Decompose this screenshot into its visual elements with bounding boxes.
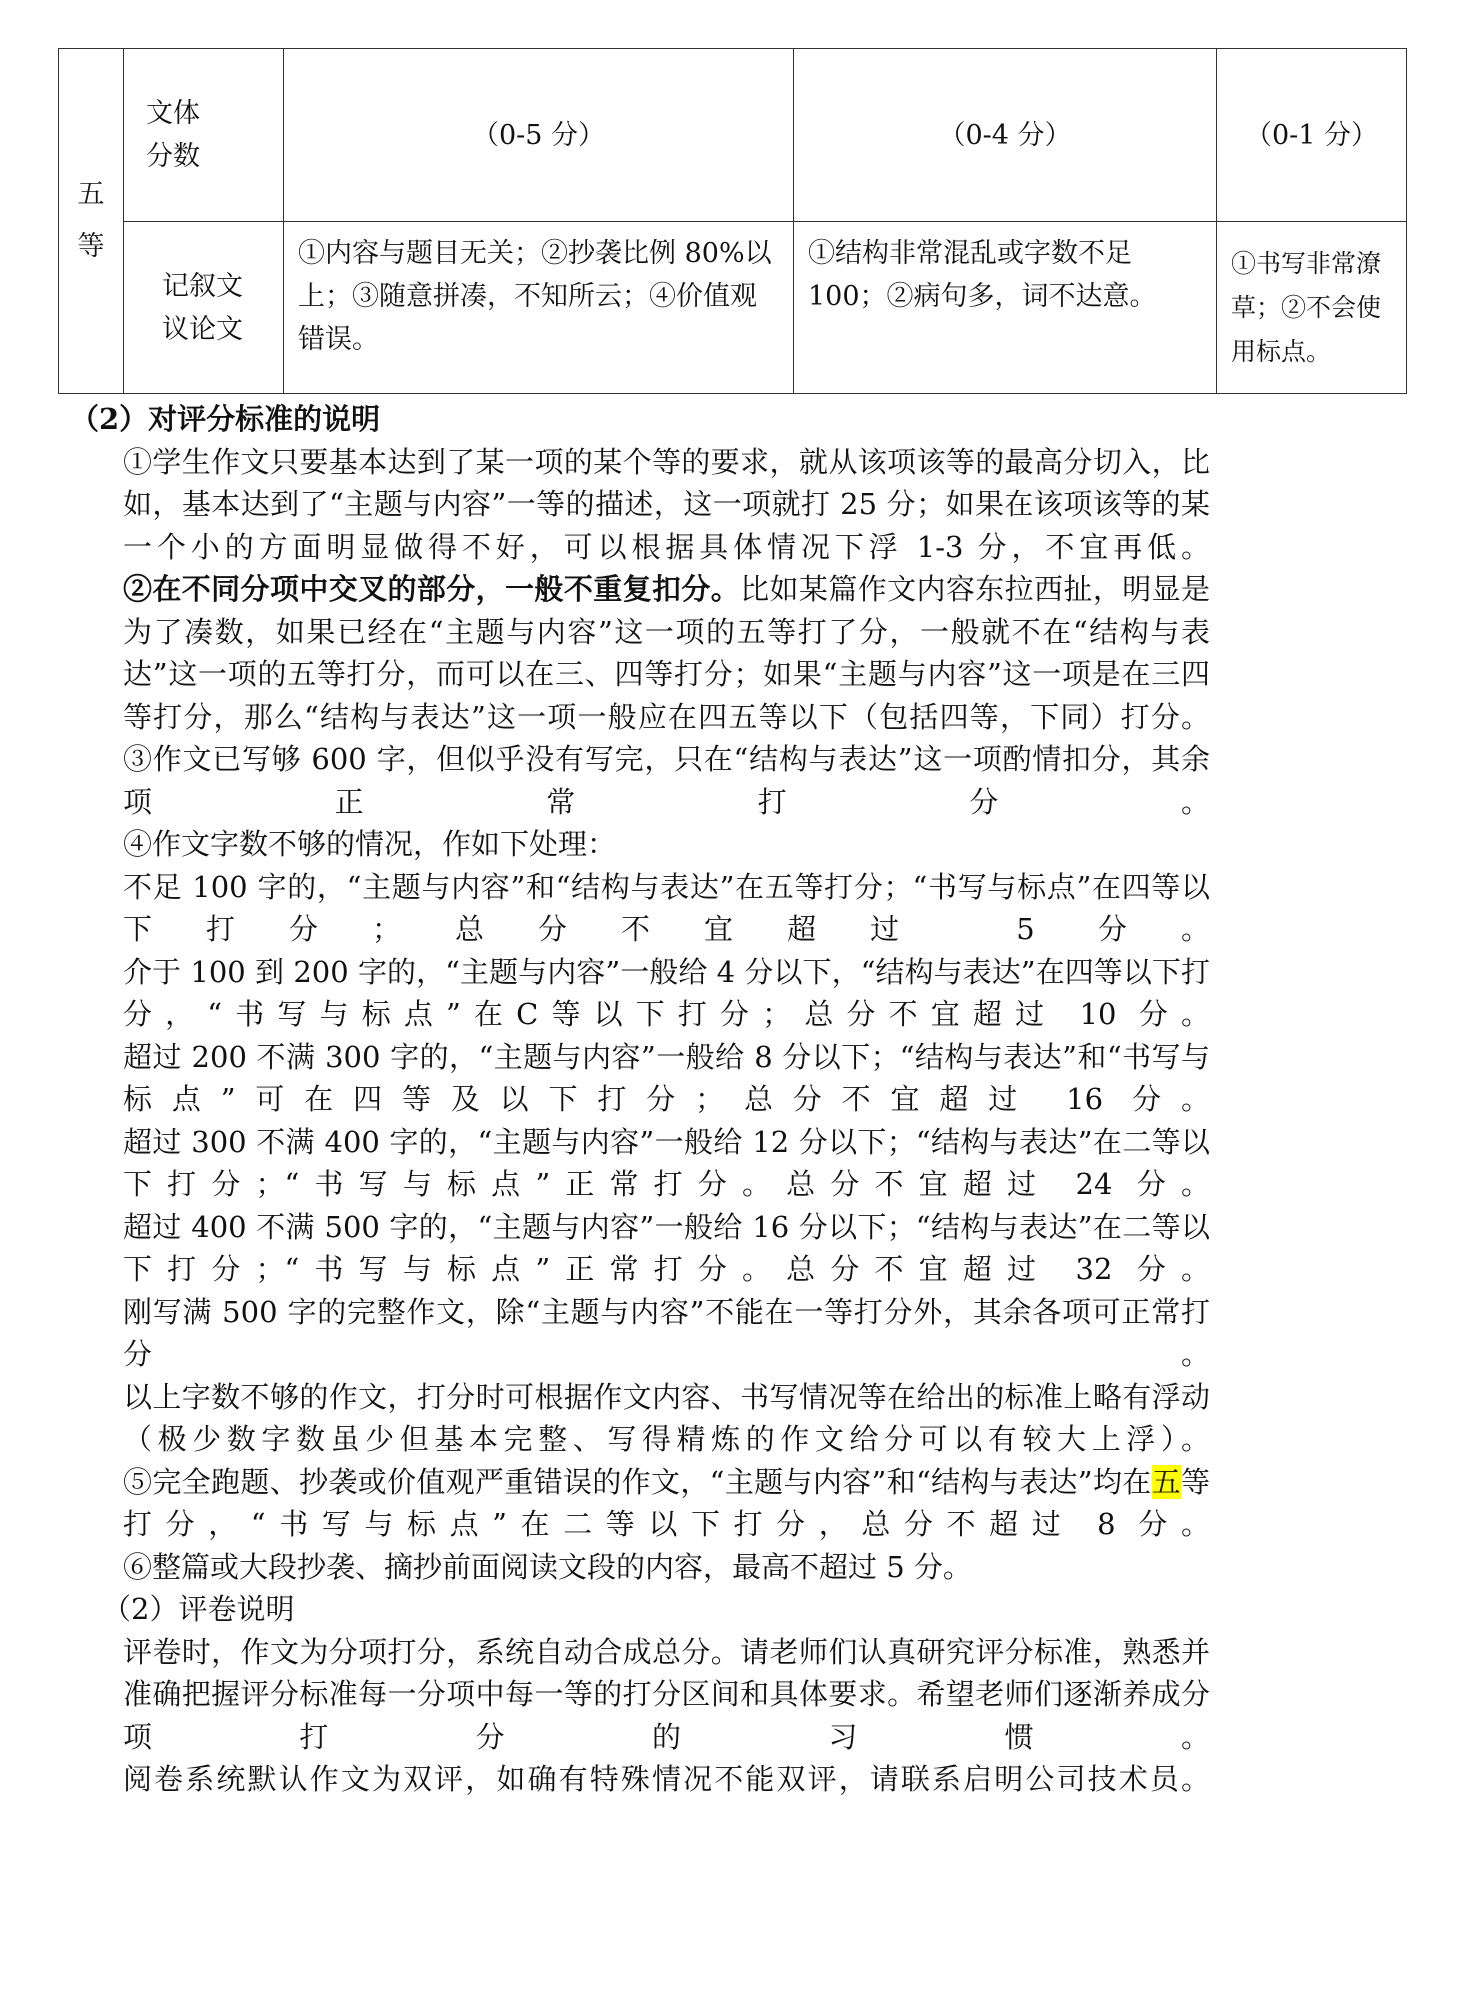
paragraph-1: ①学生作文只要基本达到了某一项的某个等的要求，就从该项该等的最高分切入，比如，基本达到了“主题与内容”一等的描述，这一项就打 25 分；如果在该项该等的某一个小的方面明显做得不好，可以根据具体情况下浮 1-3 分，不宜再低。 [123, 444, 1210, 564]
type-label-argumentative: 议论文 [162, 313, 243, 345]
score-cell-structure: （0-4 分） [794, 49, 1217, 222]
paragraph-14: 评卷时，作文为分项打分，系统自动合成总分。请老师们认真研究评分标准，熟悉并准确把握评分标准每一分项中每一等的打分区间和具体要求。希望老师们逐渐养成分项打分的习惯。 [123, 1634, 1210, 1754]
section2-heading: （2）评卷说明 [102, 1592, 295, 1626]
paragraph-12-post: 等打分，“书写与标点”在二等以下打分，总分不超过 8 分。 [123, 1464, 1210, 1541]
paragraph-15: 阅卷系统默认作文为双评，如确有特殊情况不能双评，请联系启明公司技术员。 [123, 1762, 1210, 1796]
paragraph-8: 超过 300 不满 400 字的，“主题与内容”一般给 12 分以下；“结构与表达”在二等以下打分；“书写与标点”正常打分。总分不宜超过 24 分。 [123, 1124, 1210, 1201]
paragraph-13: ⑥整篇或大段抄袭、摘抄前面阅读文段的内容，最高不超过 5 分。 [123, 1549, 972, 1584]
paragraph-12 [60, 1461, 1210, 1546]
highlighted-text: 五 [1151, 1464, 1181, 1499]
table-row [59, 49, 1407, 222]
type-label-cell [124, 222, 284, 394]
paragraph-5: 不足 100 字的，“主题与内容”和“结构与表达”在五等打分；“书写与标点”在四等以下打分；总分不宜超过 5 分。 [123, 869, 1210, 946]
type-label-narrative: 记叙文 [162, 270, 243, 302]
paragraph-7: 超过 200 不满 300 字的，“主题与内容”一般给 8 分以下；“结构与表达”和“书写与标点”可在四等及以下打分；总分不宜超过 16 分。 [123, 1039, 1210, 1116]
paragraph-6: 介于 100 到 200 字的，“主题与内容”一般给 4 分以下，“结构与表达”在四等以下打分，“书写与标点”在C等以下打分；总分不宜超过 10 分。 [123, 954, 1210, 1031]
desc-structure: ①结构非常混乱或字数不足 100；②病句多，词不达意。 [794, 222, 1217, 394]
style-label-cell [124, 49, 284, 222]
paragraph-4: ④作文字数不够的情况，作如下处理： [123, 827, 617, 861]
score-cell-content: （0-5 分） [284, 49, 794, 222]
paragraph-2-rest: 比如某篇作文内容东拉西扯，明显是为了凑数，如果已经在“主题与内容”这一项的五等打了分，一般就不在“结构与表达”这一项的五等打分，而可以在三、四等打分；如果“主题与内容”这一项是在三四等打分，那么“结构与表达”这一项一般应在四五等以下（包括四等，下同）打分。 [123, 572, 1210, 734]
grade-label: 五等 [77, 179, 105, 262]
paragraph-3: ③作文已写够 600 字，但似乎没有写完，只在“结构与表达”这一项酌情扣分，其余项正常打分。 [123, 742, 1210, 819]
paragraph-2-bold: ②在不同分项中交叉的部分，一般不重复扣分。 [123, 572, 741, 606]
score-cell-writing: （0-1 分） [1217, 49, 1407, 222]
paragraph-9: 超过 400 不满 500 字的，“主题与内容”一般给 16 分以下；“结构与表达”在二等以下打分；“书写与标点”正常打分。总分不宜超过 32 分。 [123, 1209, 1210, 1286]
desc-writing: ①书写非常潦草；②不会使用标点。 [1217, 222, 1407, 394]
section-heading: （2）对评分标准的说明 [70, 402, 381, 436]
paragraph-10: 刚写满 500 字的完整作文，除“主题与内容”不能在一等打分外，其余各项可正常打分。 [123, 1294, 1210, 1371]
paragraph-12-pre: ⑤完全跑题、抄袭或价值观严重错误的作文，“主题与内容”和“结构与表达”均在 [123, 1464, 1152, 1499]
paragraph-2 [60, 568, 1210, 738]
grading-table [58, 48, 1407, 394]
table-row [59, 222, 1407, 394]
paragraph-11: 以上字数不够的作文，打分时可根据作文内容、书写情况等在给出的标准上略有浮动（极少数字数虽少但基本完整、写得精炼的作文给分可以有较大上浮）。 [123, 1379, 1210, 1456]
style-label: 文体分数 [146, 98, 200, 172]
desc-content: ①内容与题目无关；②抄袭比例 80%以上；③随意拼凑，不知所云；④价值观错误。 [284, 222, 794, 394]
explanation-body [60, 398, 1210, 1801]
grade-cell [59, 49, 124, 394]
